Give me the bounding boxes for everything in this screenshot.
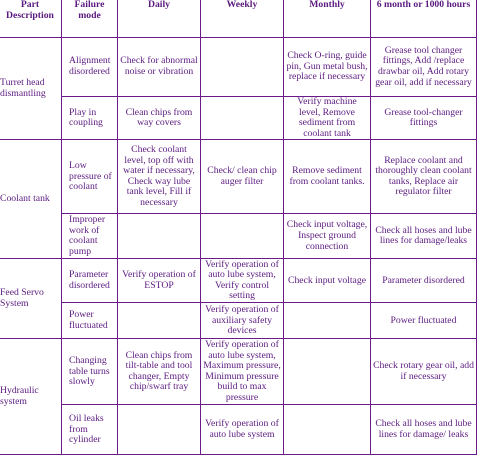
- daily-task: Check for abnormal noise or vibration: [118, 38, 201, 97]
- weekly-task: Verify operation of auto lube system, Verify control setting: [201, 259, 284, 303]
- header-row: [0, 0, 477, 38]
- header-part-description: Part Description: [0, 0, 62, 38]
- weekly-task: [201, 38, 284, 97]
- part-description: Feed Servo System: [0, 259, 62, 339]
- daily-task: [118, 214, 201, 259]
- six-month-task: Replace coolant and thoroughly clean coolant tanks, Replace air regulator filter: [371, 140, 477, 214]
- part-description: Hydraulic system: [0, 339, 62, 455]
- daily-task: Clean chips from way covers: [118, 97, 201, 140]
- weekly-task: Check/ clean chip auger filter: [201, 140, 284, 214]
- table-row: [0, 38, 477, 97]
- daily-task: Clean chips from tilt-table and tool changer, Empty chip/swarf tray: [118, 339, 201, 405]
- six-month-task: Check all hoses and lube lines for damage/ leaks: [371, 405, 477, 455]
- six-month-task: Grease tool-changer fittings: [371, 97, 477, 140]
- header-daily: Daily: [118, 0, 201, 38]
- six-month-task: Power fluctuated: [371, 303, 477, 339]
- header-failure-mode: Failure mode: [62, 0, 118, 38]
- six-month-task: Grease tool changer fittings, Add /replace drawbar oil, Add rotary gear oil, add if necessary: [371, 38, 477, 97]
- failure-mode: Play in coupling: [62, 97, 118, 140]
- weekly-task: Verify operation of auto lube system: [201, 405, 284, 455]
- six-month-task: Check rotary gear oil, add if necessary: [371, 339, 477, 405]
- six-month-task: Parameter disordered: [371, 259, 477, 303]
- table-row: [0, 140, 477, 214]
- monthly-task: Check input voltage, Inspect ground connection: [284, 214, 371, 259]
- monthly-task: [284, 303, 371, 339]
- header-six-month: 6 month or 1000 hours: [371, 0, 477, 38]
- failure-mode: Parameter disordered: [62, 259, 118, 303]
- table-row: [0, 303, 477, 339]
- part-description: Turret head dismantling: [0, 38, 62, 140]
- failure-mode: Improper work of coolant pump: [62, 214, 118, 259]
- daily-task: [118, 405, 201, 455]
- failure-mode: Low pressure of coolant: [62, 140, 118, 214]
- failure-mode: Power fluctuated: [62, 303, 118, 339]
- failure-mode: Alignment disordered: [62, 38, 118, 97]
- daily-task: Check coolant level, top off with water if necessary, Check way lube tank level, Fill if necessary: [118, 140, 201, 214]
- monthly-task: Check input voltage: [284, 259, 371, 303]
- failure-mode: Changing table turns slowly: [62, 339, 118, 405]
- header-weekly: Weekly: [201, 0, 284, 38]
- table-row: [0, 97, 477, 140]
- monthly-task: Verify machine level, Remove sediment from coolant tank: [284, 97, 371, 140]
- table-row: [0, 405, 477, 455]
- table-row: [0, 259, 477, 303]
- failure-mode: Oil leaks from cylinder: [62, 405, 118, 455]
- table-row: [0, 339, 477, 405]
- weekly-task: [201, 214, 284, 259]
- six-month-task: Check all hoses and lube lines for damage/leaks: [371, 214, 477, 259]
- table-row: [0, 214, 477, 259]
- weekly-task: [201, 97, 284, 140]
- monthly-task: Check O-ring, guide pin, Gun metal bush, replace if necessary: [284, 38, 371, 97]
- daily-task: [118, 303, 201, 339]
- weekly-task: Verify operation of auxiliary safety devices: [201, 303, 284, 339]
- monthly-task: [284, 339, 371, 405]
- monthly-task: [284, 405, 371, 455]
- part-description: Coolant tank: [0, 140, 62, 259]
- monthly-task: Remove sediment from coolant tanks.: [284, 140, 371, 214]
- daily-task: Verify operation of ESTOP: [118, 259, 201, 303]
- weekly-task: Verify operation of auto lube system, Maximum pressure, Minimum pressure build to max pressure: [201, 339, 284, 405]
- header-monthly: Monthly: [284, 0, 371, 38]
